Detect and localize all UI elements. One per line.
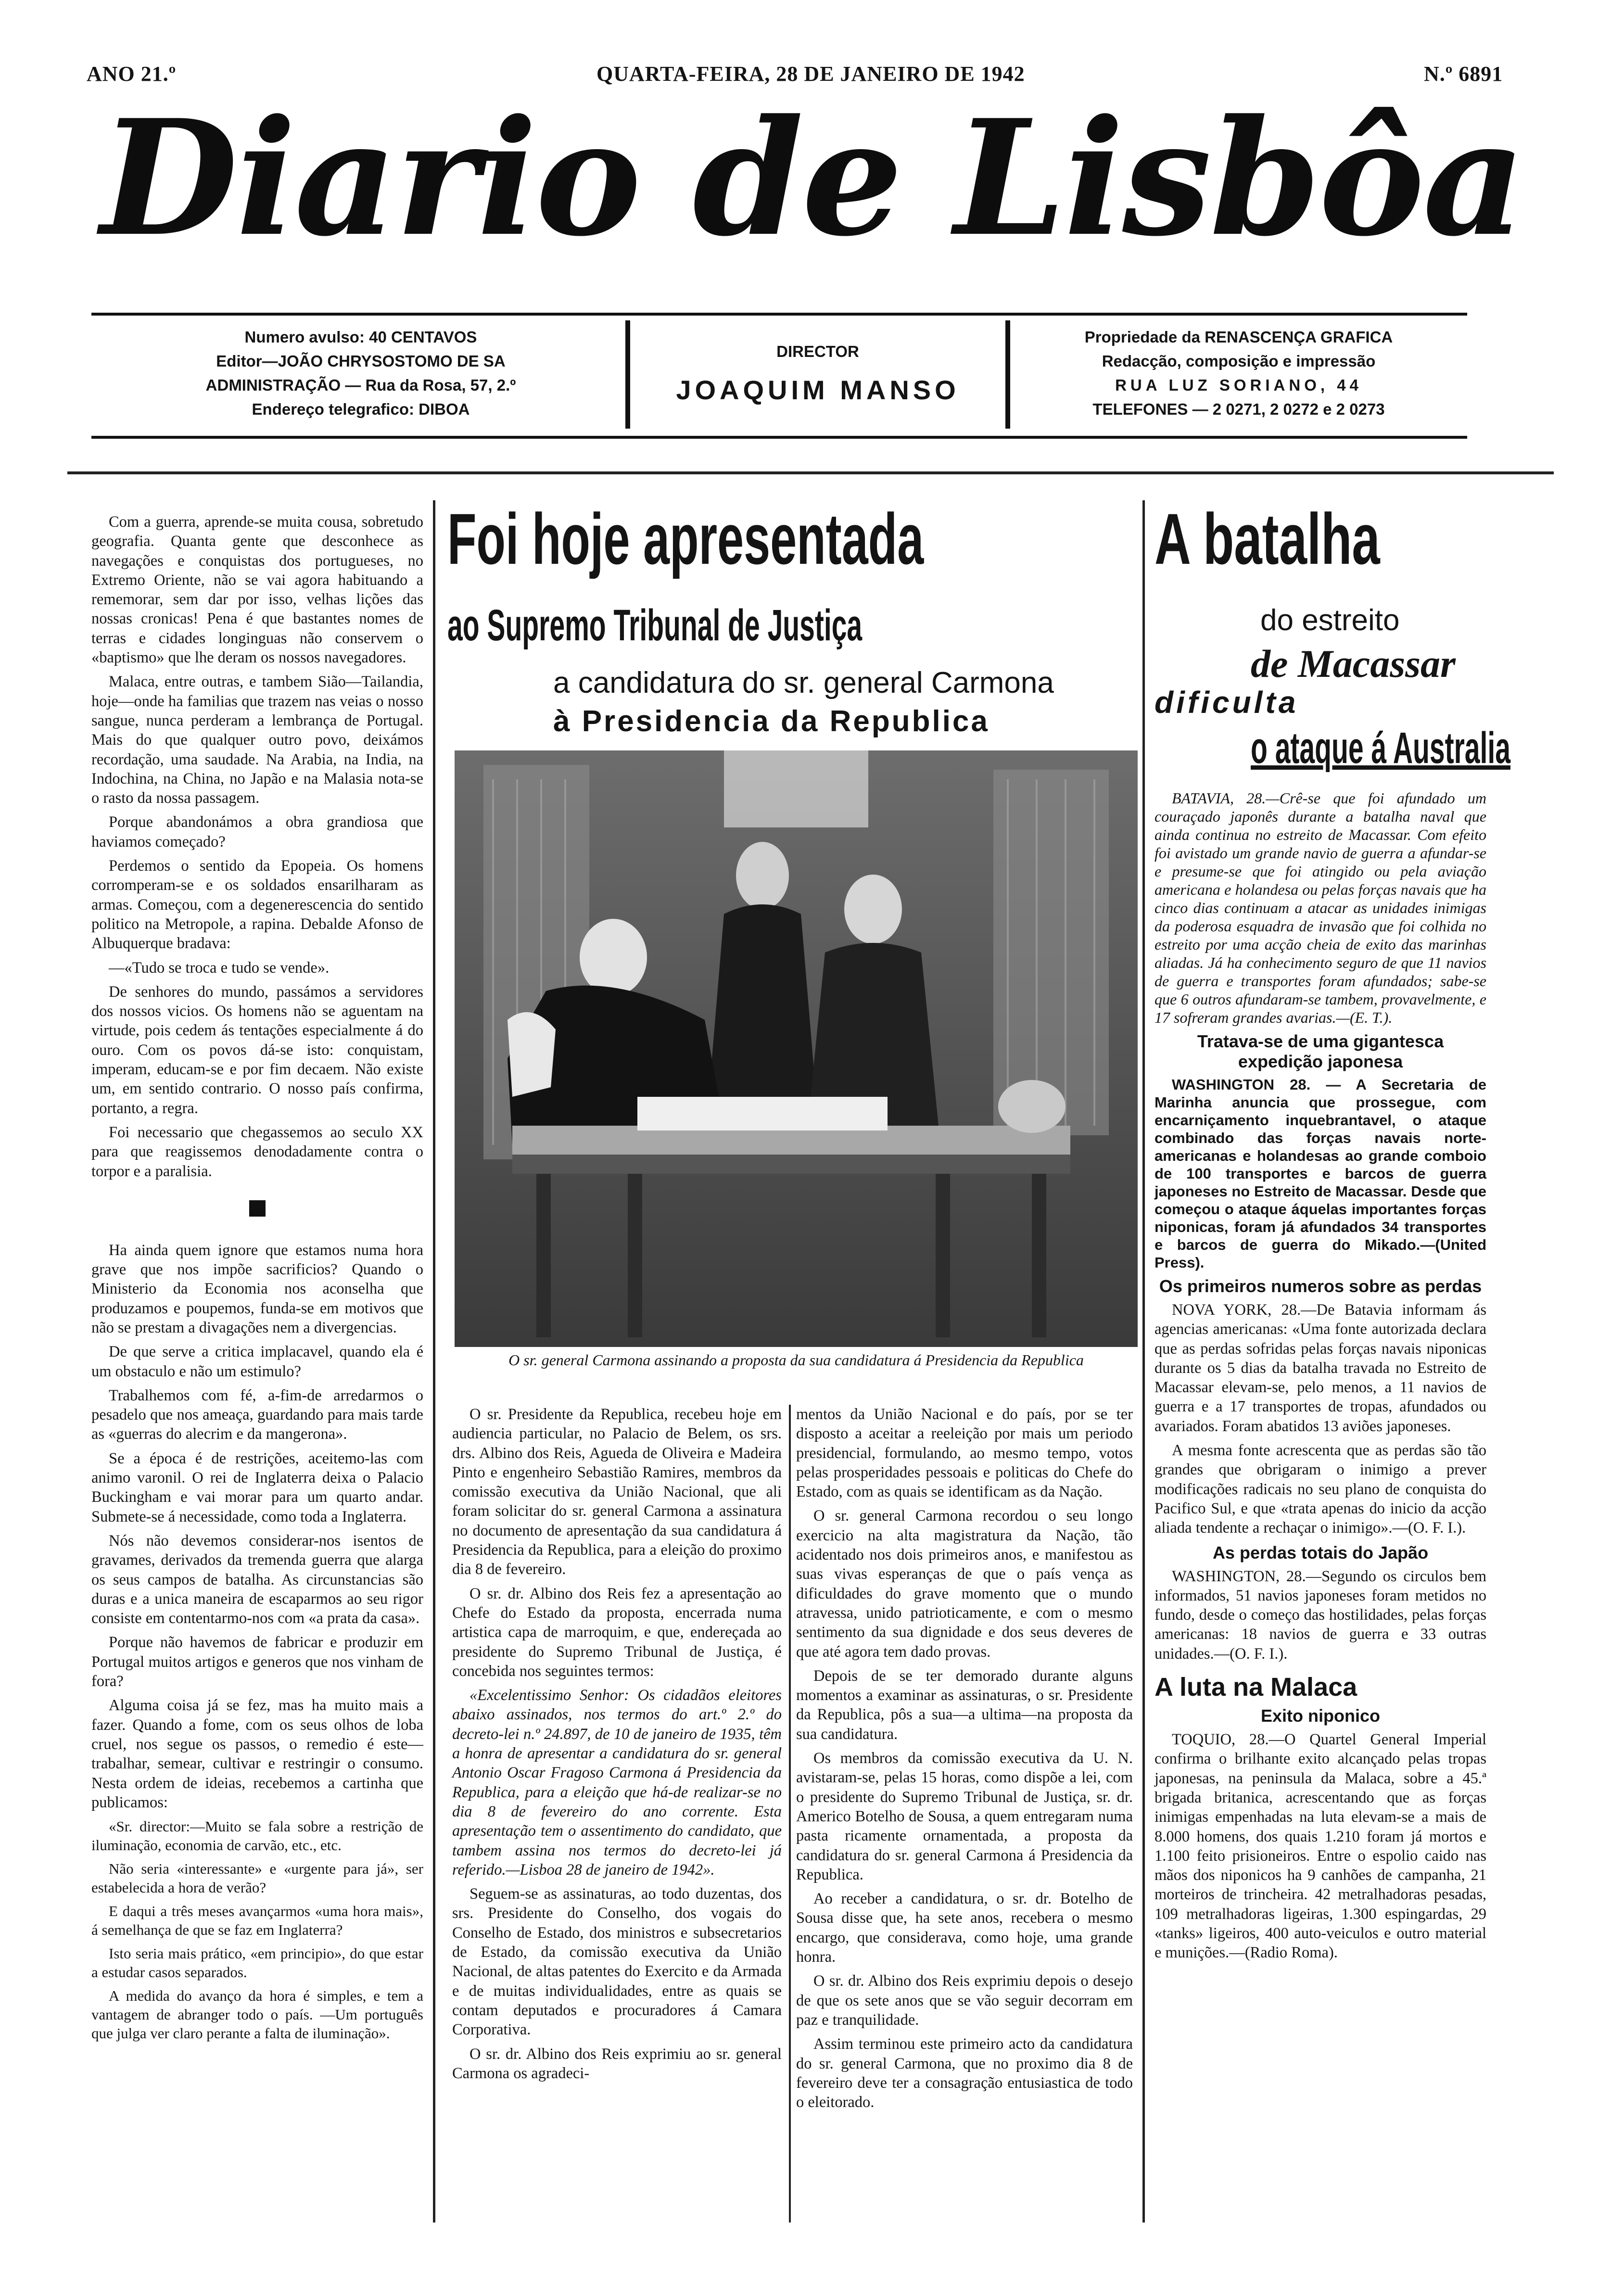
imprint-center [635, 340, 1001, 405]
editorial-paragraph: Se a época é de restrições, aceitemo-las com animo varonil. O rei de Inglaterra deixa o Palacio Buckingham e vai morar para um quarto andar. Submete-se á necessidade, como toda a Inglaterra. [91, 1449, 423, 1525]
story-paragraph: O sr. dr. Albino dos Reis fez a apresentação ao Chefe do Estado da proposta, encerrada numa artistica capa de marroquim, e que, endereçada ao presidente do Supremo Tribunal de Justiça, é concebida nos seguintes termos: [452, 1585, 782, 1680]
subheading: Os primeiros numeros sobre as perdas [1159, 1276, 1482, 1296]
story-paragraph: Seguem-se as assinaturas, ao todo duzentas, dos srs. Presidente do Conselho, dos vogais do Conselho de Estado, dos ministros e subsecretarios de Estado, da comissão executiva da União Nacional, de altas patentes do Exercito e da Armada e de muitas individualidades, entre as quais se contam deputados e procuradores á Camara Corporativa. [452, 1885, 782, 2039]
section-separator-square [249, 1200, 266, 1217]
right-deck-3: dificulta [1155, 685, 1299, 720]
subheading: Exito niponico [1261, 1706, 1380, 1726]
main-deck-3: à Presidencia da Republica [553, 705, 990, 738]
right-deck-4: o ataque á Australia [1251, 724, 1510, 773]
imprint-address: RUA LUZ SORIANO, 44 [1115, 376, 1362, 394]
imprint-telegraph: Endereço telegrafico: DIBOA [252, 400, 470, 418]
issue-date: QUARTA-FEIRA, 28 DE JANEIRO DE 1942 [596, 62, 1025, 86]
story-paragraph: O sr. general Carmona recordou o seu longo exercicio na alta magistratura da Nação, tão acidentado nos dois primeiros anos, e manifestou as suas vivas esperanças de que o país vença as dificuldades do grave momento que o mundo atravessa, unido patrioticamente, e com o mesmo sentimento da sua dignidade e dos seus deveres de que até agora tem dado provas. [796, 1507, 1133, 1661]
letter-paragraph: Não seria «interessante» e «urgente para já», ser estabelecida a hora de verão? [91, 1860, 423, 1896]
reader-letter [91, 1817, 423, 2043]
editorial-paragraph: Ha ainda quem ignore que estamos numa hora grave que nos impõe sacrificios? Quando o Ministerio da Economia nos aconselha que produzamos e poupemos, funda-se em motivos que não se prestam a divagações nem a divergencias. [91, 1241, 423, 1336]
editorial-paragraph: Nós não devemos considerar-nos isentos de gravames, derivados da tremenda guerra que alarga os seus campos de batalha. As circunstancias são duras e a unica maneira de escaparmos ao seu rigor consiste em contentarmo-nos com «a prata da casa». [91, 1532, 423, 1627]
imprint-separator [1005, 320, 1010, 429]
story-paragraph: A mesma fonte acrescenta que as perdas são tão grandes que obrigaram o inimigo a prever modificações radicais no seu plano de conquista do Pacifico Sul, e que «trata apenas do inicio da acção aliada tendente a rechaçar o inimigo».—(O. F. I.). [1155, 1442, 1486, 1537]
section-heading: A luta na Malaca [1155, 1673, 1358, 1702]
story-paragraph: TOQUIO, 28.—O Quartel General Imperial confirma o brilhante exito alcançado pelas tropas japonesas, na peninsula da Malaca, sobre a 45.ª brigada britanica, acrescentando que as forças inimigas empenhadas na luta elevam-se a mais de 8.000 homens, dos quais 1.210 foram já mortos e 1.100 feito prisioneiros. Entre o espolio caido nas mãos dos niponicos ha 9 canhões de campanha, 21 morteiros de trincheira. 42 metralhadoras pesadas, 109 metralhadoras ligeiras, 1.300 espingardas, 29 «tanks» ligeiros, 400 auto-veiculos e outro material e munições.—(Radio Roma). [1155, 1731, 1486, 1962]
masthead: Diario de Lisbôa [100, 85, 1524, 271]
imprint-left [101, 325, 621, 421]
main-deck-2: a candidatura do sr. general Carmona [553, 666, 1054, 699]
letter-paragraph: «Sr. director:—Muito se fala sobre a restrição de iluminação, economia de carvão, etc., etc. [91, 1818, 423, 1854]
right-story-body [1155, 789, 1486, 1968]
news-photo [455, 750, 1138, 1347]
editorial-paragraph: Trabalhemos com fé, a-fim-de arredarmos o pesadelo que nos ameaça, guardando para mais tarde as «guerras do alecrim e da mangerona». [91, 1386, 423, 1443]
story-dispatch: WASHINGTON 28. — A Secretaria de Marinha anuncia que prossegue, com encarniçamento inquebrantavel, o ataque combinado das forças navais norte-americanas e holandesas ao grande comboio de 100 transportes e barcos de guerra japoneses no Estreito de Macassar. Desde que começou o ataque áquelas importantes forças niponicas, foram já afundados 34 transportes e barcos de guerra do Mikado.—(United Press). [1155, 1076, 1486, 1271]
editorial-paragraph: Porque não havemos de fabricar e produzir em Portugal muitos artigos e generos que nos vinham de fora? [91, 1634, 423, 1690]
editorial-paragraph: Com a guerra, aprende-se muita cousa, sobretudo geografia. Quanta gente que desconhece as navegações e conquistas dos portugueses, no Extremo Oriente, não se vai agora habituando a rememorar, sem dar por isso, velhas lições das nossas cronicas! Pena é que bastantes nomes de terras e cidades longinguas não conservem o «baptismo» que lhe deram os nossos navegadores. [91, 513, 423, 667]
imprint-separator [625, 320, 630, 429]
column-rule [433, 500, 435, 2222]
story-lead: BATAVIA, 28.—Crê-se que foi afundado um couraçado japonês durante a batalha naval que ainda continua no estreito de Macassar. Com efeito foi avistado um grande navio de guerra a afundar-se e presume-se que foi atingido ou pela aviação americana e holandesa ou pelas forças navais que ha cinco dias continuam a atacar as unidades inimigas da poderosa esquadra de invasão que foi colhida no estreito por uma acção cheia de exito das marinhas aliadas. Já ha conhecimento seguro de que 11 navios de guerra e transportes foram afundados; sabe-se que 6 outros afundaram-se tambem, provavelmente, e 17 sofreram grandes avarias.—(E. T.). [1155, 789, 1486, 1026]
subheading: Tratava-se de uma gigantesca expedição japonesa [1197, 1031, 1444, 1071]
story-paragraph: O sr. dr. Albino dos Reis exprimiu ao sr. general Carmona os agradeci- [452, 2045, 782, 2082]
issue-number: N.º 6891 [1424, 62, 1503, 86]
imprint-phones: TELEFONES — 2 0271, 2 0272 e 2 0273 [1092, 400, 1385, 418]
editorial-paragraph: De senhores do mundo, passámos a servidores dos nossos vicios. Os homens não se aguentam na virtude, pois cedem ás tentações especialmente á do ouro. Com os povos dá-se isto: conquistam, imperam, educam-se e por fim decaem. Não existe um, em sentido contrario. O nosso país confirma, portanto, a regra. [91, 983, 423, 1117]
top-rule [67, 471, 1554, 474]
main-deck-1: ao Supremo Tribunal de Justiça [447, 601, 863, 650]
editorial-paragraph: Porque abandonámos a obra grandiosa que haviamos começado? [91, 813, 423, 851]
main-headline: Foi hoje apresentada [447, 498, 924, 579]
story-paragraph: Os membros da comissão executiva da U. N. avistaram-se, pelas 15 horas, como dispõe a lei, com o presidente do Supremo Tribunal de Justiça, sr. dr. Americo Botelho de Sousa, a quem entregaram numa pasta ricamente ornamentada, a proposta da candidatura do sr. general Carmona á Presidencia da Republica. [796, 1750, 1133, 1883]
editorial-paragraph: Perdemos o sentido da Epopeia. Os homens corromperam-se e os soldados ensarilharam as armas. Começou, com a degenerescencia do sentido politico na Metropole, a rapina. Debalde Afonso de Albuquerque bradava: [91, 857, 423, 952]
story-paragraph: WASHINGTON, 28.—Segundo os circulos bem informados, 51 navios japoneses foram metidos no fundo, desde o começo das hostilidades, pelas forças americanas: 18 navios de guerra e 33 outras unidades.—(O. F. I.). [1155, 1567, 1486, 1663]
editorial-paragraph: Malaca, entre outras, e tambem Sião—Tailandia, hoje—onde ha familias que trazem nas veias o nosso sangue, nunca perderam a lembrança de Portugal. Mais do que qualquer outro povo, deixámos recordação, uma saudade. Na Arabia, na India, na Indochina, na China, no Japão e na Malasia nota-se o rasto da nossa passagem. [91, 673, 423, 807]
story-paragraph: Depois de se ter demorado durante alguns momentos a examinar as assinaturas, o sr. Presidente da Republica, pôs a sua—a ultima—na proposta da sua candidatura. [796, 1667, 1133, 1743]
editorial-paragraph: Alguma coisa já se fez, mas ha muito mais a fazer. Quando a fome, com os seus olhos de loba cruel, nos segue os passos, o remedio é este—trabalhar, semear, cultivar e restringir o consumo. Nesta ordem de ideias, recebemos a cartinha que publicamos: [91, 1697, 423, 1811]
imprint-owner: Propriedade da RENASCENÇA GRAFICA [1084, 328, 1393, 346]
story-paragraph: Assim terminou este primeiro acto da candidatura do sr. general Carmona, que no proximo dia 8 de fevereiro deve ter a consagração entusiastica de todo o eleitorado. [796, 2035, 1133, 2111]
letter-paragraph: A medida do avanço da hora é simples, e tem a vantagem de abranger todo o país. —Um português que julga ver claro perante a falta de iluminação». [91, 1987, 423, 2042]
story-quote: «Excelentissimo Senhor: Os cidadãos eleitores abaixo assinados, nos termos do art.º 2.º do decreto-lei n.º 24.897, de 10 de janeiro de 1935, têm a honra de apresentar a candidatura do sr. general Antonio Oscar Fragoso Carmona á Presidencia da Republica, para a eleição que há-de realizar-se no dia 8 de fevereiro do ano corrente. Esta apresentação tem o assentimento do candidato, que tambem assina nos termos do decreto-lei já referido.—Lisboa 28 de janeiro de 1942». [452, 1687, 782, 1879]
editorial-paragraph: Foi necessario que chegassemos ao seculo XX para que reagissemos denodadamente contra o torpor e a paralisia. [91, 1123, 423, 1180]
story-paragraph: O sr. dr. Albino dos Reis exprimiu depois o desejo de que os sete anos que se vão seguir decorram em paz e tranquilidade. [796, 1972, 1133, 2029]
story-paragraph: NOVA YORK, 28.—De Batavia informam ás agencias americanas: «Uma fonte autorizada declara que as perdas sofridas pelas forças navais niponicas durante os 5 dias da batalha travada no Estreito de Macassar elevam-se, pelo menos, a 11 navios de guerra e a 17 transportes de tropas, afundados ou avariados. Foram abatidos 13 aviões japoneses. [1155, 1301, 1486, 1435]
imprint-price: Numero avulso: 40 CENTAVOS [244, 328, 477, 346]
imprint-newsroom: Redacção, composição e impressão [1102, 352, 1376, 370]
director-name: JOAQUIM MANSO [676, 375, 960, 405]
imprint-right [1017, 325, 1460, 421]
column-rule [1142, 500, 1145, 2222]
imprint-editor: Editor—JOÃO CHRYSOSTOMO DE SA [216, 352, 506, 370]
letter-paragraph: E daqui a três meses avançarmos «uma hora mais», á semelhança de que se faz em Inglaterra? [91, 1903, 423, 1939]
story-paragraph: O sr. Presidente da Republica, recebeu hoje em audiencia particular, no Palacio de Belem, os srs. drs. Albino dos Reis, Agueda de Oliveira e Madeira Pinto e engenheiro Sebastião Ramires, membros da comissão executiva da União Nacional, que ali foram solicitar do sr. general Carmona a assinatura no documento de apresentação da sua candidatura á Presidencia da Republica, para a eleição do proximo dia 8 de fevereiro. [452, 1406, 782, 1578]
subheading: As perdas totais do Japão [1212, 1542, 1429, 1562]
director-label: DIRECTOR [776, 343, 859, 360]
right-headline: A batalha [1155, 498, 1380, 579]
right-deck-1: do estreito [1260, 604, 1400, 637]
imprint-box [91, 313, 1467, 439]
main-story-column-2 [796, 1405, 1133, 2117]
imprint-administration: ADMINISTRAÇÃO — Rua da Rosa, 57, 2.º [205, 376, 516, 394]
editorial-paragraph: —«Tudo se troca e tudo se vende». [109, 959, 330, 977]
letter-paragraph: Isto seria mais prático, «em principio», do que estar a estudar casos separados. [91, 1945, 423, 1981]
column-rule [789, 1405, 791, 2222]
right-deck-2: de Macassar [1251, 642, 1456, 686]
photo-caption: O sr. general Carmona assinando a proposta da sua candidatura á Presidencia da Republica [508, 1351, 1084, 1369]
story-paragraph: Ao receber a candidatura, o sr. dr. Botelho de Sousa disse que, ha sete anos, recebera o mesmo encargo, que considerava, como hoje, uma grande honra. [796, 1890, 1133, 1966]
story-paragraph: mentos da União Nacional e do país, por se ter disposto a aceitar a reeleição por mais um periodo presidencial, formulando, ao mesmo tempo, votos pelas prosperidades pessoais e politicas do Chefe do Estado, com as quais se identificam as da Nação. [796, 1406, 1133, 1501]
left-column-editorial [91, 512, 423, 2047]
editorial-paragraph: De que serve a critica implacavel, quando ela é um obstaculo e não um estimulo? [91, 1343, 423, 1380]
main-story-column-1 [452, 1405, 782, 2088]
issue-year: ANO 21.º [87, 62, 177, 86]
